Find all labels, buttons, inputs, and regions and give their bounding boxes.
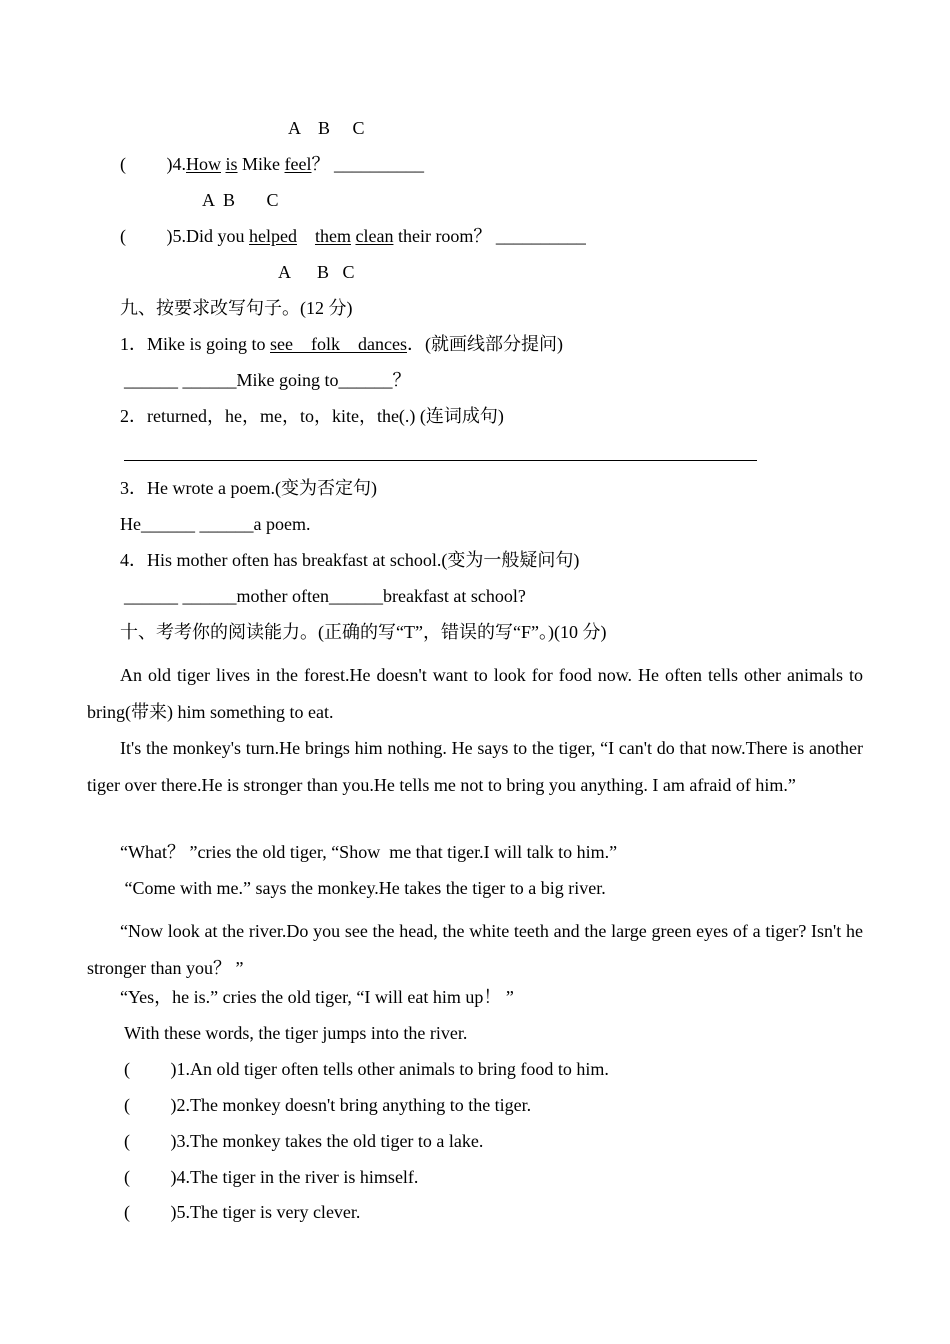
s9-q2: 2．returned，he，me，to，kite，the(.) (连词成句)	[120, 406, 504, 426]
q5-word-a: helped	[249, 226, 297, 246]
p1: An old tiger lives in the forest.He doesn't want to look for food now. He often tells other animals to bring(带来) him something to eat.	[87, 665, 863, 722]
section-9-title: 九、按要求改写句子。(12 分)	[120, 298, 353, 318]
p5: “Now look at the river.Do you see the head, the white teeth and the large green eyes of a tiger? Isn't he stronger than you？ ”	[87, 921, 863, 978]
s9-q3-answer-line[interactable]: He______ ______a poem.	[120, 514, 311, 534]
q4-end[interactable]: ？ __________	[311, 154, 424, 174]
s9-q3: 3．He wrote a poem.(变为否定句)	[120, 478, 377, 498]
q4-paren[interactable]: ( )4.	[120, 154, 186, 174]
s9-q1	[120, 333, 563, 355]
reading-paragraph-3: “What？ ”cries the old tiger, “Show me that tiger.I will talk to him.”	[120, 842, 618, 862]
tf-item-4[interactable]: ( )4.The tiger in the river is himself.	[124, 1167, 419, 1187]
tf-item-5[interactable]: ( )5.The tiger is very clever.	[124, 1202, 361, 1222]
reading-paragraph-4: “Come with me.” says the monkey.He takes the tiger to a big river.	[120, 878, 606, 898]
s9-q4-answer-line[interactable]: ______ ______mother often______breakfast at school?	[124, 586, 526, 606]
reading-paragraph-6: “Yes，he is.” cries the old tiger, “I will eat him up！ ”	[120, 987, 514, 1007]
q4-abc-labels: A B C	[202, 190, 279, 210]
q5-word-b: them	[314, 226, 351, 246]
q4-line	[120, 153, 424, 175]
q5-line	[120, 225, 586, 247]
q4-word-a: How	[186, 154, 221, 174]
reading-paragraph-2	[87, 730, 863, 804]
q3-abc-labels: A B C	[288, 118, 365, 138]
q4-word-c: feel	[284, 154, 312, 174]
s9-q1-start: 1．Mike is going to	[120, 334, 271, 354]
q5-end[interactable]: their room？ __________	[393, 226, 586, 246]
section-10-title: 十、考考你的阅读能力。(正确的写“T”，错误的写“F”。)(10 分)	[120, 622, 607, 642]
q5-paren[interactable]: ( )5.Did you	[120, 226, 249, 246]
p2: It's the monkey's turn.He brings him nothing. He says to the tiger, “I can't do that now.There is another tiger over there.He is stronger than you.He tells me not to bring you anything. I am afraid of him.”	[87, 738, 863, 795]
tf-item-3[interactable]: ( )3.The monkey takes the old tiger to a lake.	[124, 1131, 484, 1151]
reading-paragraph-7: With these words, the tiger jumps into the river.	[120, 1023, 468, 1043]
q5-word-c: clean	[355, 226, 394, 246]
s9-q1-w2: folk	[311, 334, 340, 354]
q5-abc-labels: A B C	[278, 262, 355, 282]
s9-q1-w1: see	[270, 334, 293, 354]
reading-paragraph-1	[87, 657, 863, 731]
reading-paragraph-5	[87, 913, 863, 987]
s9-q4: 4．His mother often has breakfast at school.(变为一般疑问句)	[120, 550, 580, 570]
q4-mid: Mike	[237, 154, 285, 174]
tf-item-2[interactable]: ( )2.The monkey doesn't bring anything to the tiger.	[124, 1095, 532, 1115]
s9-q1-w3: dances	[358, 334, 407, 354]
s9-q1-answer-line[interactable]: ______ ______Mike going to______？	[124, 370, 411, 390]
s9-q1-end: ．(就画线部分提问)	[406, 334, 563, 354]
tf-item-1[interactable]: ( )1.An old tiger often tells other animals to bring food to him.	[124, 1059, 609, 1079]
s9-q1-underline	[270, 334, 407, 354]
s9-q2-answer-rule[interactable]	[124, 460, 757, 461]
q4-word-b: is	[225, 154, 238, 174]
